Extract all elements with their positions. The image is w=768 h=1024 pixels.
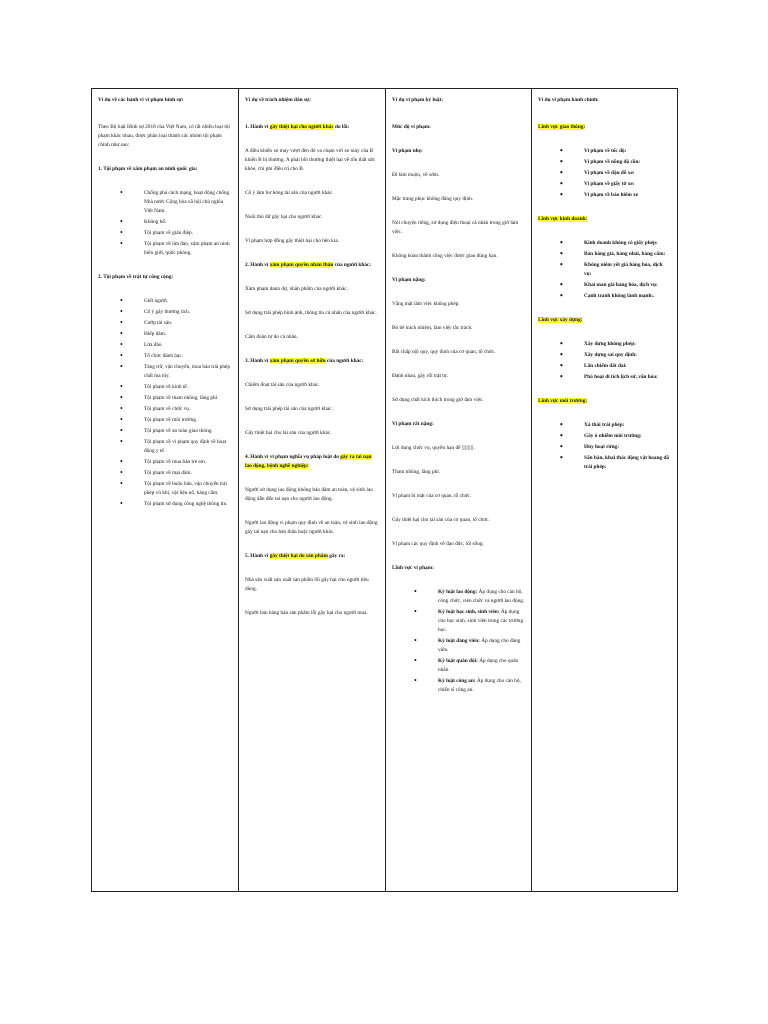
section-title: Vi phạm nhẹ: bbox=[392, 148, 423, 154]
paragraph-group bbox=[245, 486, 379, 537]
list-item: • Gây ô nhiễm môi trường: bbox=[584, 432, 671, 441]
list-item: • Tội phạm về buôn bán, vận chuyển trái phép vũ khí, vật liệu nổ, hàng cấm. bbox=[144, 480, 232, 498]
list-item: • Xả thải trái phép: bbox=[584, 421, 671, 430]
list-item bbox=[438, 637, 525, 655]
paragraph: Cấm đoán tự do cá nhân. bbox=[245, 334, 298, 340]
paragraph: Nuôi thú dữ gây hại cho người khác. bbox=[245, 214, 323, 220]
paragraph: Gây thiệt hại cho tài sản của người khác. bbox=[245, 430, 332, 436]
paragraph-group bbox=[245, 381, 379, 438]
list-item: • Giết người. bbox=[144, 297, 232, 306]
paragraph: Lợi dụng chức vụ, quyền hạn để ▯▯▯▯. bbox=[392, 445, 475, 451]
list-item: • Tội phạm về an toàn giao thông. bbox=[144, 427, 232, 436]
intro-paragraph: Theo Bộ luật Hình sự 2018 của Việt Nam, có rất nhiều loại tội phạm khác nhau, được phân loại thành các nhóm tội phạm chính như sau: bbox=[98, 124, 230, 148]
group-title: 2. Tội phạm về trật tự công cộng: bbox=[98, 274, 174, 280]
bullet-list bbox=[538, 421, 671, 472]
section-title bbox=[245, 453, 379, 471]
list-item bbox=[438, 657, 525, 675]
paragraph: Bất chấp nội quy, quy định của cơ quan, tổ chức. bbox=[392, 349, 496, 355]
paragraph: Vắng mặt làm việc không phép. bbox=[392, 301, 460, 307]
list-item: • Tội phạm về lừa đảo, xâm phạm an ninh biên giới, quốc phòng. bbox=[144, 240, 232, 258]
section-title: Vi phạm rất nặng: bbox=[392, 421, 434, 427]
field-name: Kỷ luật công an: bbox=[438, 678, 476, 684]
highlighted-text: Lĩnh vực giao thông: bbox=[538, 124, 586, 130]
bullet-list bbox=[98, 297, 232, 509]
list-item: • Xây dựng sai quy định: bbox=[584, 351, 671, 360]
list-item: • Không niêm yết giá hàng hóa, dịch vụ: bbox=[584, 261, 671, 279]
list-item: • Kinh doanh không có giấy phép: bbox=[584, 239, 671, 248]
field-desc: Áp dụng cho cán bộ, công chức, viên chức và người lao động. bbox=[438, 589, 525, 604]
list-item: • Tổ chức đánh bạc. bbox=[144, 352, 232, 361]
title-text: gây ra: bbox=[327, 553, 346, 559]
highlighted-text: gây thiệt hại cho người khác bbox=[269, 124, 334, 130]
paragraph: Tham nhũng, lãng phí. bbox=[392, 469, 441, 475]
section-title: Lĩnh vực vi phạm: bbox=[392, 565, 434, 571]
list-item: • Tội phạm sử dụng công nghệ thông tin. bbox=[144, 500, 232, 509]
list-item bbox=[438, 608, 525, 635]
paragraph: Đánh nhau, gây rối trật tự. bbox=[392, 373, 448, 379]
paragraph: Người bán hàng bán sản phẩm lỗi gây hại cho người mua. bbox=[245, 610, 368, 616]
list-item bbox=[438, 677, 525, 695]
bullet-list bbox=[538, 340, 671, 382]
paragraph: Nói chuyện riêng, sử dụng điện thoại cá nhân trong giờ làm việc. bbox=[392, 220, 519, 235]
paragraph: Chiếm đoạt tài sản của người khác. bbox=[245, 382, 320, 388]
paragraph-group bbox=[245, 576, 379, 618]
title-text: 5. Hành vi bbox=[245, 553, 270, 559]
list-item: • Hiếp dâm. bbox=[144, 330, 232, 339]
title-text: 4. Hành vi vi phạm nghĩa vụ pháp luật do bbox=[245, 454, 341, 460]
field-name: Kỷ luật lao động: bbox=[438, 589, 478, 595]
list-item: • Xây dựng không phép: bbox=[584, 340, 671, 349]
group-title: 1. Tội phạm về xâm phạm an ninh quốc gia: bbox=[98, 166, 198, 172]
paragraph: Người sử dụng lao động không bảo đảm an toàn, vệ sinh lao động dẫn đến tai nạn cho người lao động. bbox=[245, 487, 373, 502]
paragraph: Vi phạm các quy định về đạo đức, lối sống. bbox=[392, 541, 484, 547]
column-discipline bbox=[386, 89, 532, 891]
section-title: Mức độ vi phạm: bbox=[392, 124, 431, 130]
section-title bbox=[245, 357, 379, 366]
field-list bbox=[392, 588, 525, 695]
list-item: • Chống phá cách mạng, hoạt động chống Nhà nước Cộng hòa xã hội chủ nghĩa Việt Nam. bbox=[144, 189, 232, 216]
highlighted-text: gây thiệt hại do sản phẩm bbox=[269, 553, 328, 559]
paragraph: Cố ý làm hư hỏng tài sản của người khác. bbox=[245, 190, 334, 196]
column-header: Ví dụ về các hành vi vi phạm hình sự: bbox=[98, 97, 184, 103]
field-desc: Áp dụng cho cán bộ, chiến sĩ công an. bbox=[438, 678, 521, 693]
section-title bbox=[538, 316, 671, 325]
paragraph-group bbox=[245, 147, 379, 246]
list-item: • Lừa đảo. bbox=[144, 341, 232, 350]
list-item: • Tội phạm về môi trường. bbox=[144, 416, 232, 425]
field-desc: Áp dụng cho quân nhân. bbox=[438, 658, 519, 673]
paragraph-group bbox=[392, 444, 525, 549]
title-text: 1. Hành vi bbox=[245, 124, 270, 130]
paragraph: Nhà sản xuất sản xuất sản phẩm lỗi gây hại cho người tiêu dùng. bbox=[245, 577, 369, 592]
highlighted-text: Lĩnh vực xây dựng: bbox=[538, 317, 583, 323]
highlighted-text: xâm phạm quyền nhân thân bbox=[269, 262, 334, 268]
field-desc: Áp dụng cho học sinh, sinh viên trong các trường học. bbox=[438, 609, 524, 633]
list-item: • Tội phạm về mua bán trẻ em. bbox=[144, 458, 232, 467]
field-name: Kỷ luật quân đội: bbox=[438, 658, 478, 664]
paragraph: Sử dụng trái phép tài sản của người khác. bbox=[245, 406, 333, 412]
column-civil bbox=[239, 89, 386, 891]
section-title: Vi phạm nặng: bbox=[392, 277, 426, 283]
list-item: • Săn bắn, khai thác động vật hoang dã trái phép: bbox=[584, 454, 671, 472]
list-item: • Hủy hoại rừng: bbox=[584, 443, 671, 452]
paragraph-group bbox=[392, 300, 525, 405]
paragraph: Người lao động vi phạm quy định về an toàn, vệ sinh lao động gây tai nạn cho bản thân hoặc người khác. bbox=[245, 520, 378, 535]
list-item: • Tội phạm về vi phạm quy định về hoạt động y tế. bbox=[144, 438, 232, 456]
paragraph: Gây thiệt hại cho tài sản của cơ quan, tổ chức. bbox=[392, 517, 490, 523]
paragraph-group bbox=[392, 171, 525, 261]
title-text: 2. Hành vi bbox=[245, 262, 270, 268]
title-text: 3. Hành vi bbox=[245, 358, 270, 364]
bullet-list bbox=[98, 189, 232, 258]
field-name: Kỷ luật đảng viên: bbox=[438, 638, 480, 644]
list-item: • Tội phạm về mại dâm. bbox=[144, 469, 232, 478]
paragraph: A điều khiển xe máy vượt đèn đỏ va chạm với xe máy của B khiến B bị thương. A phải bồi thường thiệt hại về tổn thất sức khỏe, chi phí điều trị cho B. bbox=[245, 148, 376, 172]
list-item: • Vi phạm về bảo hiểm xe bbox=[584, 191, 671, 200]
field-desc: Áp dụng cho đảng viên. bbox=[438, 638, 521, 653]
paragraph: Bỏ bê trách nhiệm, làm việc tắc trách. bbox=[392, 325, 473, 331]
section-title bbox=[245, 552, 379, 561]
field-name: Kỷ luật học sinh, sinh viên: bbox=[438, 609, 500, 615]
list-item: • Khai man giá hàng hóa, dịch vụ: bbox=[584, 281, 671, 290]
paragraph: Xâm phạm danh dự, nhân phẩm của người khác. bbox=[245, 286, 348, 292]
paragraph: Sử dụng trái phép hình ảnh, thông tin cá nhân của người khác. bbox=[245, 310, 377, 316]
column-criminal bbox=[92, 89, 239, 891]
paragraph-group bbox=[245, 285, 379, 342]
list-item: • Cướp tài sản. bbox=[144, 319, 232, 328]
title-text: của người khác: bbox=[333, 262, 372, 268]
list-item: • Tội phạm về gián điệp. bbox=[144, 229, 232, 238]
list-item: • Tàng trữ, vận chuyển, mua bán trái phép chất ma túy. bbox=[144, 363, 232, 381]
list-item: • Vi phạm về giấy tờ xe: bbox=[584, 180, 671, 189]
section-title bbox=[245, 261, 379, 270]
list-item: • Tội phạm về kinh tế. bbox=[144, 383, 232, 392]
column-header: Ví dụ về trách nhiệm dân sự: bbox=[245, 97, 311, 103]
list-item: • Tội phạm về chức vụ. bbox=[144, 405, 232, 414]
section-title bbox=[538, 397, 671, 406]
highlighted-text: Lĩnh vực môi trường: bbox=[538, 398, 588, 404]
document-table bbox=[91, 88, 678, 892]
list-item: • Vi phạm về nồng độ cồn: bbox=[584, 158, 671, 167]
section-title bbox=[245, 123, 379, 132]
list-item: • Vi phạm về tốc độ: bbox=[584, 147, 671, 156]
column-administrative bbox=[532, 89, 677, 891]
paragraph: Vi phạm hợp đồng gây thiệt hại cho bên kia. bbox=[245, 238, 339, 244]
paragraph: Sử dụng chất kích thích trong giờ làm việc. bbox=[392, 397, 484, 403]
list-item bbox=[438, 588, 525, 606]
title-text: của người khác: bbox=[325, 358, 364, 364]
column-header: Ví dụ vi phạm kỷ luật: bbox=[392, 97, 444, 103]
highlighted-text: gây ra tai nạn lao động, bệnh nghề nghiệp: bbox=[245, 454, 372, 469]
list-item: • Bán hàng giả, hàng nhái, hàng cấm: bbox=[584, 250, 671, 259]
title-text: do lỗi: bbox=[333, 124, 350, 130]
highlighted-text: Lĩnh vực kinh doanh: bbox=[538, 216, 588, 222]
paragraph: Mặc trang phục không đúng quy định. bbox=[392, 196, 474, 202]
list-item: • Phá hoại di tích lịch sử, văn hóa: bbox=[584, 373, 671, 382]
list-item: • Vi phạm về đậu đỗ xe: bbox=[584, 169, 671, 178]
paragraph: Không hoàn thành công việc được giao đúng hạn. bbox=[392, 253, 498, 259]
section-title bbox=[538, 123, 671, 132]
list-item: • Lấn chiếm đất đai: bbox=[584, 362, 671, 371]
list-item: • Cạnh tranh không lành mạnh:. bbox=[584, 292, 671, 301]
paragraph: Vi phạm bí mật của cơ quan, tổ chức. bbox=[392, 493, 472, 499]
highlighted-text: xâm phạm quyền sở hữu bbox=[269, 358, 326, 364]
column-header: Ví dụ vi phạm hành chính: bbox=[538, 97, 599, 103]
list-item: • Khủng bố. bbox=[144, 218, 232, 227]
bullet-list bbox=[538, 147, 671, 200]
section-title bbox=[538, 215, 671, 224]
list-item: • Cố ý gây thương tích. bbox=[144, 308, 232, 317]
list-item: • Tội phạm về tham nhũng, lãng phí. bbox=[144, 394, 232, 403]
paragraph: Đi làm muộn, về sớm. bbox=[392, 172, 440, 178]
bullet-list bbox=[538, 239, 671, 301]
